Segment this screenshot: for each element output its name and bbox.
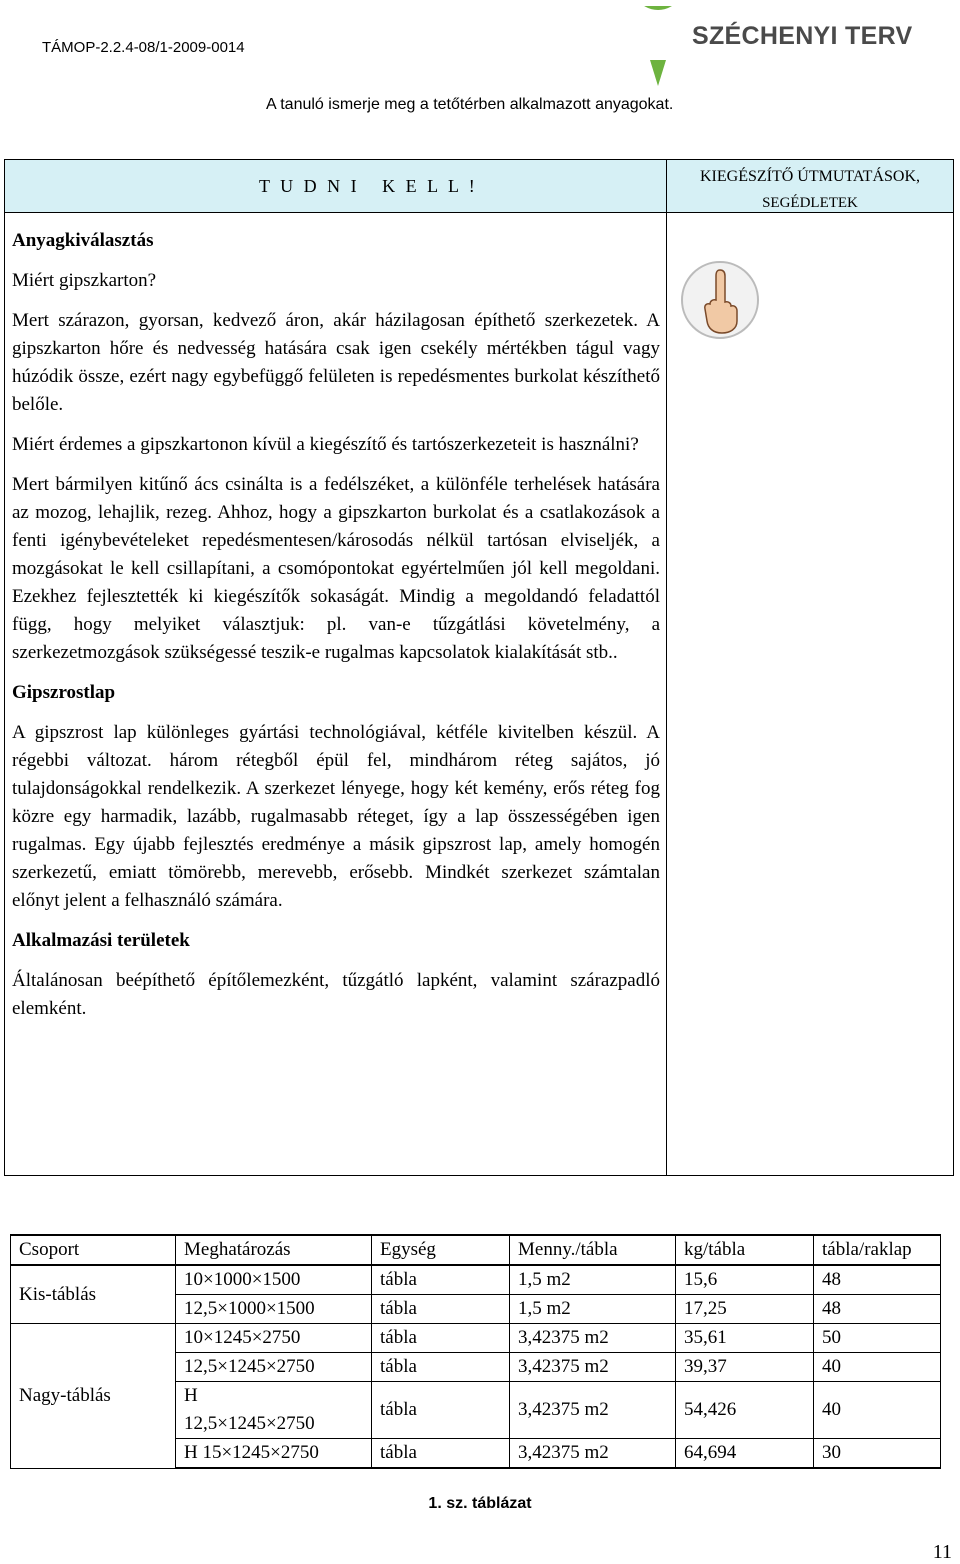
guidance-heading-line1: KIEGÉSZÍTŐ ÚTMUTATÁSOK, [699,168,921,185]
table-cell: 3,42375 m2 [510,1439,676,1469]
table-cell: 30 [814,1439,941,1469]
table-cell: tábla [372,1295,510,1324]
guidance-heading-line2: SEGÉDLETEK [762,195,858,211]
table-cell: 3,42375 m2 [510,1324,676,1353]
table-cell: tábla [372,1382,510,1439]
left-column-header [5,160,666,212]
project-code: TÁMOP-2.2.4-08/1-2009-0014 [42,39,245,56]
paragraph: Általánosan beépíthető építőlemezként, tűzgátló lapként, valamint szárazpadló elemként. [12,970,660,1019]
question: Miért érdemes a gipszkartonon kívül a kiegészítő és tartószerkezeteit is használni? [12,434,639,455]
table-cell: tábla [372,1353,510,1382]
table-header-cell: tábla/raklap [814,1235,941,1265]
group-cell: Kis-táblás [11,1265,176,1324]
tudni-kell-heading: T U D N I K E L L ! [259,176,478,196]
table-cell: 1,5 m2 [510,1295,676,1324]
page-subtitle: A tanuló ismerje meg a tetőtérben alkalmazott anyagokat. [266,96,674,113]
main-content [12,227,660,1023]
section-heading: Anyagkiválasztás [12,230,154,251]
table-cell: 50 [814,1324,941,1353]
table-caption: 1. sz. táblázat [428,1495,532,1512]
section-heading: Gipszrostlap [12,682,116,703]
table-cell: 64,694 [676,1439,814,1469]
table-cell: 35,61 [676,1324,814,1353]
paragraph: Mert bármilyen kitűnő ács csinálta is a fedélszéket, a különféle terhelések hatására az mozog, lehajlik, rezeg. Ahhoz, hogy a gipszkarton burkolat és a csatlakozások a fenti igénybevételeket repedésmentesen/károsodás nélkül tartósan elviseljék, a mozgásokat le kell csillapítani, a csomópontokat egyértelműen jól kell megoldani. Ezekhez fejlesztették ki kiegészítők sokaságát. Mindig a megoldandó feladattól függ, hogy melyiket választjuk: pl. van-e tűzgátlási követelmény, a szerkezetmozgások szükségessé teszik-e rugalmas kapcsolatok kialakítását stb.. [12,474,660,663]
table-row [11,1324,941,1353]
table-cell: 48 [814,1295,941,1324]
table-cell: 12,5×1000×1500 [176,1295,372,1324]
right-column-header [667,160,953,212]
table-cell: H 15×1245×2750 [176,1439,372,1469]
pointing-finger-icon [680,260,760,340]
content-table [4,159,954,1176]
group-cell: Nagy-táblás [11,1324,176,1469]
page-number: 11 [932,1541,952,1563]
table-cell: 48 [814,1265,941,1295]
paragraph: Mert szárazon, gyorsan, kedvező áron, akár házilagosan építhető szerkezetek. A gipszkarton hőre és nedvesség hatására csak igen csekély mértékben tágul vagy húzódik össze, ezért nagy egybefüggő felületen is repedésmentes burkolat készíthető belőle. [12,310,660,415]
table-cell: 39,37 [676,1353,814,1382]
cell-line: H [184,1385,198,1406]
column-divider [666,160,667,1175]
table-cell: 40 [814,1353,941,1382]
table-cell: 3,42375 m2 [510,1353,676,1382]
logo-text: SZÉCHENYI TERV [692,22,913,50]
paragraph: A gipszrost lap különleges gyártási technológiával, kétféle kivitelben készül. A régebbi változat. három rétegből épül fel, mindhárom réteg sajátos, jó tulajdonságokkal rendelkezik. A szerkezet lényege, hogy két kemény, erős réteg fog közre egy harmadik, lazább, rugalmasabb réteget, így a lap összességében igen rugalmas. Egy újabb fejlesztés eredménye a másik gipszrost lap, amely homogén szerkezetű, emiatt tömörebb, merevebb, erősebb. Mindkét szerkezet számtalan előnyt jelent a felhasználó számára. [12,722,660,911]
question: Miért gipszkarton? [12,270,157,291]
board-specification-table [10,1234,941,1469]
table-cell: 17,25 [676,1295,814,1324]
table-header-row [11,1235,941,1265]
table-header-cell: Egység [372,1235,510,1265]
table-cell [176,1382,372,1439]
section-heading: Alkalmazási területek [12,930,190,951]
table-header-cell: kg/tábla [676,1235,814,1265]
table-cell: 15,6 [676,1265,814,1295]
table-cell: 1,5 m2 [510,1265,676,1295]
table-header-cell: Meghatározás [176,1235,372,1265]
table-cell: 10×1000×1500 [176,1265,372,1295]
table-cell: tábla [372,1265,510,1295]
logo-badge: ÚJ [643,26,673,51]
table-cell: tábla [372,1324,510,1353]
table-cell: 40 [814,1382,941,1439]
table-cell: 10×1245×2750 [176,1324,372,1353]
header-divider [5,212,953,213]
table-cell: tábla [372,1439,510,1469]
table-cell: 12,5×1245×2750 [176,1353,372,1382]
table-row [11,1265,941,1295]
table-header-cell: Csoport [11,1235,176,1265]
table-cell: 3,42375 m2 [510,1382,676,1439]
table-header-cell: Menny./tábla [510,1235,676,1265]
table-cell: 54,426 [676,1382,814,1439]
cell-line: 12,5×1245×2750 [184,1413,315,1434]
